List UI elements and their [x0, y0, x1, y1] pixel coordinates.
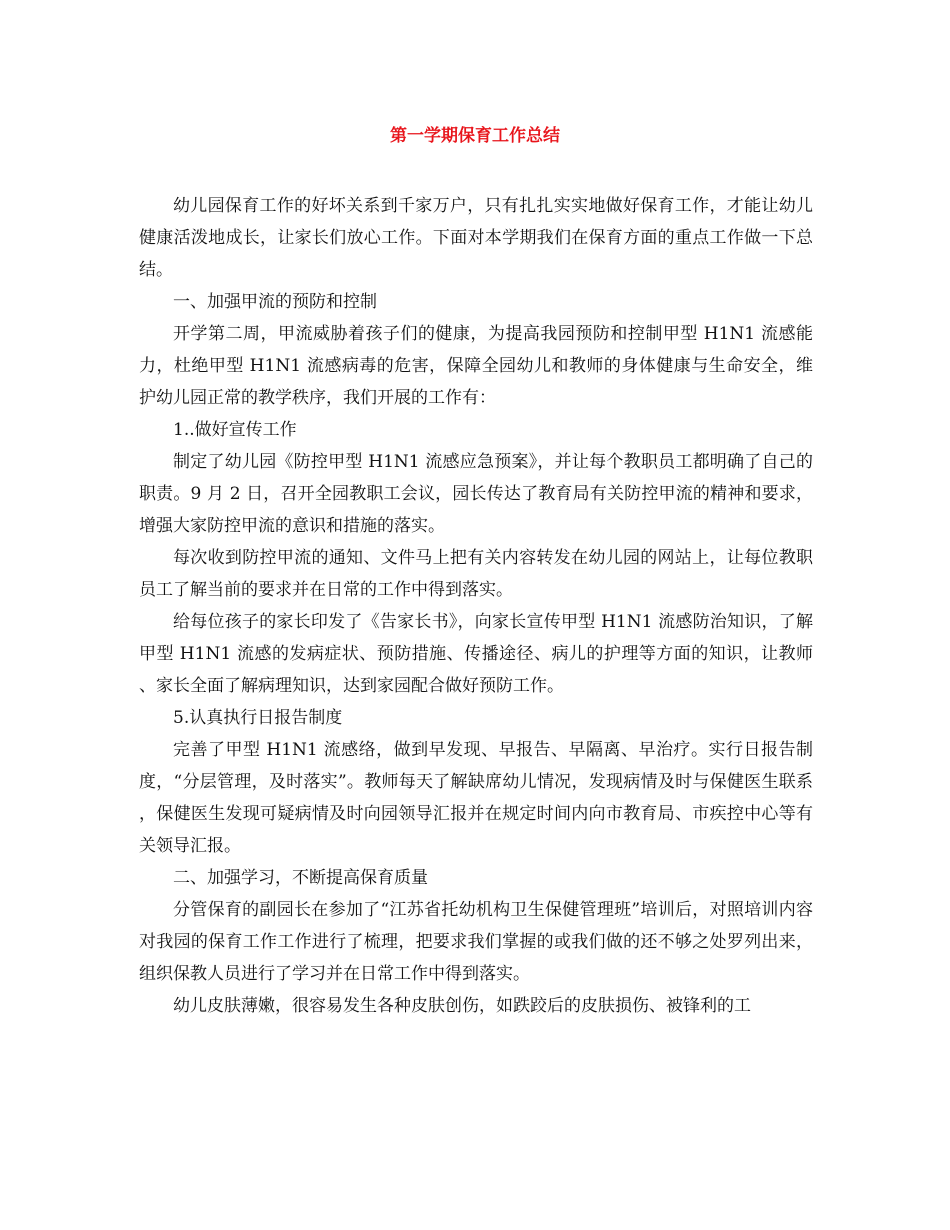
paragraph-training: 分管保育的副园长在参加了“江苏省托幼机构卫生保健管理班”培训后，对照培训内容对我园的保育工作工作进行了梳理，把要求我们掌握的或我们做的还不够之处罗列出来，组织保教人员进行了学习并在日常工作中得到落实。	[139, 900, 813, 984]
paragraph-emergency-plan: 制定了幼儿园《防控甲型 H1N1 流感应急预案》，并让每个教职员工都明确了自己的职责。9 月 2 日，召开全园教职工会议，园长传达了教育局有关防控甲流的精神和要求，增强大家防控甲流的意识和措施的落实。	[139, 452, 813, 536]
subheading-publicity: 1..做好宣传工作	[173, 420, 297, 440]
paragraph-section-1-intro: 开学第二周，甲流威胁着孩子们的健康，为提高我园预防和控制甲型 H1N1 流感能力，杜绝甲型 H1N1 流感病毒的危害，保障全园幼儿和教师的身体健康与生命安全，维护幼儿园正常的教学秩序，我们开展的工作有：	[139, 324, 813, 408]
paragraph-skin-care: 幼儿皮肤薄嫩，很容易发生各种皮肤创伤，如跌跤后的皮肤损伤、被锋利的工	[173, 996, 751, 1016]
heading-section-1: 一、加强甲流的预防和控制	[173, 292, 377, 312]
document-body	[139, 190, 813, 1022]
subheading-daily-report: 5.认真执行日报告制度	[173, 708, 343, 728]
paragraph-parent-letter: 给每位孩子的家长印发了《告家长书》，向家长宣传甲型 H1N1 流感防治知识，了解甲型 H1N1 流感的发病症状、预防措施、传播途径、病儿的护理等方面的知识，让教师、家长全面了解病理知识，达到家园配合做好预防工作。	[139, 612, 813, 696]
paragraph-intro: 幼儿园保育工作的好坏关系到千家万户，只有扎扎实实地做好保育工作，才能让幼儿健康活泼地成长，让家长们放心工作。下面对本学期我们在保育方面的重点工作做一下总结。	[139, 196, 813, 280]
heading-section-2: 二、加强学习，不断提高保育质量	[173, 868, 428, 888]
paragraph-website-notice: 每次收到防控甲流的通知、文件马上把有关内容转发在幼儿园的网站上，让每位教职员工了解当前的要求并在日常的工作中得到落实。	[139, 548, 813, 600]
paragraph-daily-report: 完善了甲型 H1N1 流感络，做到早发现、早报告、早隔离、早治疗。实行日报告制度，“分层管理，及时落实”。教师每天了解缺席幼儿情况，发现病情及时与保健医生联系，保健医生发现可疑病情及时向园领导汇报并在规定时间内向市教育局、市疾控中心等有关领导汇报。	[139, 740, 813, 856]
document-title: 第一学期保育工作总结	[390, 126, 560, 146]
